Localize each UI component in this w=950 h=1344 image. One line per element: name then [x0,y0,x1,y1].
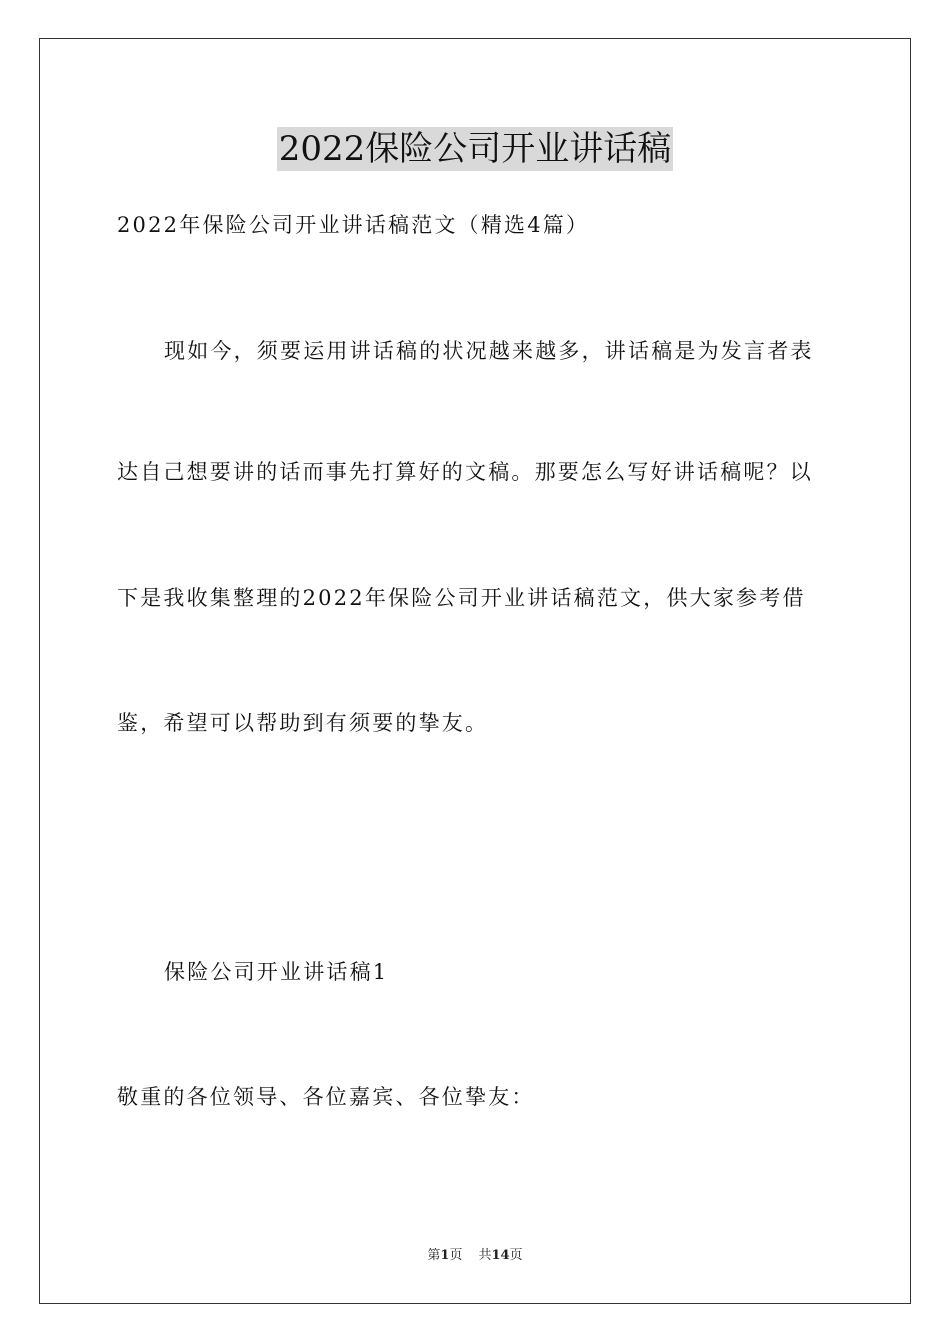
intro-paragraph-line-3: 下是我收集整理的2022年保险公司开业讲话稿范文，供大家参考借 [117,586,806,610]
footer-total-prefix: 共 [478,1248,492,1263]
footer-page-current: 1 [440,1248,450,1263]
footer-page-suffix: 页 [449,1248,463,1263]
title-container [0,127,950,171]
footer-total-suffix: 页 [509,1248,523,1263]
footer-page-prefix: 第 [427,1248,441,1263]
footer-page-total: 14 [491,1248,510,1263]
document-title: 2022保险公司开业讲话稿 [278,129,672,169]
intro-paragraph-line-1: 现如今，须要运用讲话稿的状况越来越多，讲话稿是为发言者表 [164,339,814,363]
page-footer [0,1247,950,1265]
intro-paragraph-line-2: 达自己想要讲的话而事先打算好的文稿。那要怎么写好讲话稿呢？以 [117,460,813,484]
document-subtitle: 2022年保险公司开业讲话稿范文（精选4篇） [117,213,590,237]
intro-paragraph-line-4: 鉴，希望可以帮助到有须要的挚友。 [117,711,489,735]
salutation: 敬重的各位领导、各位嘉宾、各位挚友： [117,1085,535,1109]
section-heading: 保险公司开业讲话稿1 [164,960,389,984]
